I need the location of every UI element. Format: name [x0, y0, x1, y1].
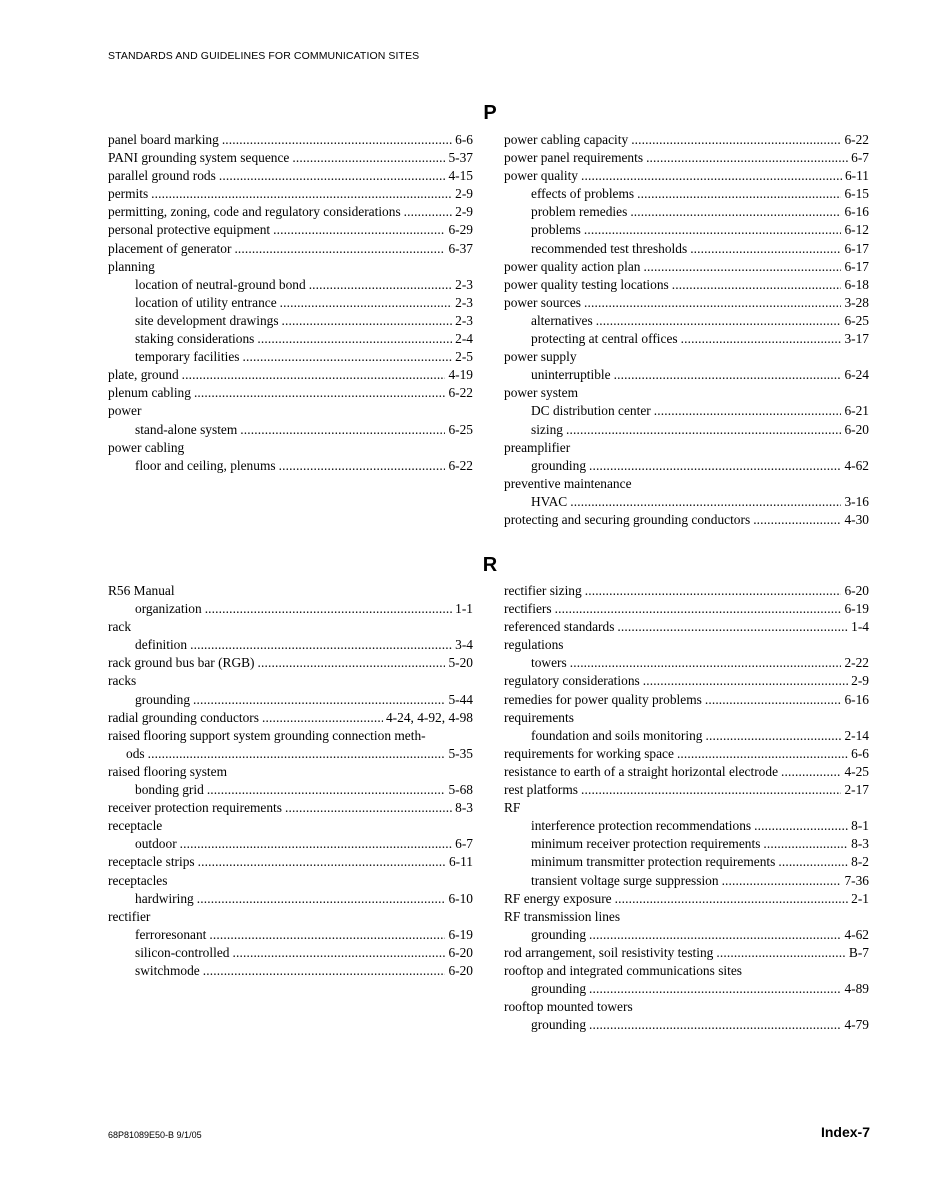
section-letter-r: R	[482, 554, 498, 576]
index-term: rectifier sizing	[504, 583, 582, 598]
index-heading: power supply	[504, 349, 577, 365]
index-subentry	[504, 654, 869, 672]
index-term: grounding	[135, 691, 191, 707]
running-header: STANDARDS AND GUIDELINES FOR COMMUNICATION SITES	[108, 50, 420, 62]
index-page-ref: 1-4	[851, 619, 869, 635]
index-page-ref: 6-12	[844, 222, 869, 238]
index-entry	[504, 781, 869, 799]
index-term: power quality testing locations	[504, 276, 669, 292]
index-page-ref: 6-19	[844, 601, 869, 617]
index-entry	[504, 763, 869, 781]
index-entry	[504, 672, 869, 690]
index-term: grounding	[531, 926, 587, 942]
index-subentry	[504, 457, 869, 475]
index-term: power quality	[504, 168, 579, 184]
dot-leader	[705, 727, 841, 745]
index-term: PANI grounding system sequence	[108, 150, 290, 166]
index-page-ref: 2-3	[455, 312, 473, 328]
index-term: stand-alone system	[135, 421, 238, 437]
index-term: location of utility entrance	[135, 294, 277, 310]
dot-leader	[279, 457, 446, 475]
index-heading: RF transmission lines	[504, 908, 621, 924]
index-page-ref: 6-7	[455, 836, 473, 852]
index-entry	[504, 258, 869, 276]
index-subentry	[504, 402, 869, 420]
index-heading: requirements	[504, 709, 574, 725]
index-subentry	[108, 944, 473, 962]
index-heading: RF	[504, 800, 521, 816]
index-term: staking considerations	[135, 331, 255, 347]
index-term: rectifiers	[504, 601, 552, 617]
index-entry	[504, 294, 869, 312]
dot-leader	[257, 330, 452, 348]
index-term: effects of problems	[531, 186, 635, 202]
index-heading: power system	[504, 385, 579, 401]
index-subentry	[504, 185, 869, 203]
index-heading: preventive maintenance	[504, 475, 632, 491]
index-entry	[108, 240, 473, 258]
index-term: placement of generator	[108, 240, 232, 256]
dot-leader	[309, 276, 452, 294]
dot-leader	[232, 944, 445, 962]
index-subentry	[504, 980, 869, 998]
index-term: requirements for working space	[504, 745, 674, 761]
index-subentry	[504, 203, 869, 221]
index-page-ref: 6-24	[844, 367, 869, 383]
index-subentry	[108, 348, 473, 366]
index-page-ref: 4-62	[844, 457, 869, 473]
dot-leader	[205, 600, 452, 618]
index-page-ref: 2-3	[455, 276, 473, 292]
index-term: plenum cabling	[108, 385, 191, 401]
index-entry	[504, 511, 869, 529]
index-term: regulatory considerations	[504, 673, 640, 689]
index-subentry	[504, 312, 869, 330]
index-term: grounding	[531, 981, 587, 997]
index-entry	[504, 276, 869, 294]
index-subentry	[108, 294, 473, 312]
dot-leader	[584, 294, 841, 312]
index-term: sizing	[531, 421, 563, 437]
dot-leader	[292, 149, 445, 167]
dot-leader	[705, 691, 842, 709]
index-term: bonding grid	[135, 782, 204, 798]
dot-leader	[280, 294, 452, 312]
index-entry	[108, 149, 473, 167]
dot-leader	[581, 781, 841, 799]
index-subentry	[504, 835, 869, 853]
dot-leader	[234, 240, 445, 258]
index-page-ref: 6-20	[844, 583, 869, 598]
index-page-ref: 6-22	[448, 385, 473, 401]
dot-leader	[754, 817, 848, 835]
dot-leader	[203, 962, 446, 980]
index-heading: preamplifier	[504, 439, 571, 455]
index-entry	[108, 185, 473, 203]
index-term: remedies for power quality problems	[504, 691, 702, 707]
index-term: location of neutral-ground bond	[135, 276, 306, 292]
index-page-ref: 6-20	[448, 944, 473, 960]
dot-leader	[240, 421, 445, 439]
dot-leader	[614, 366, 842, 384]
index-term: protecting at central offices	[531, 331, 678, 347]
index-subentry	[108, 421, 473, 439]
dot-leader	[763, 835, 848, 853]
index-page-ref: 6-17	[844, 258, 869, 274]
index-term: plate, ground	[108, 367, 179, 383]
index-subentry	[108, 600, 473, 618]
index-page-ref: 6-17	[844, 240, 869, 256]
index-subentry	[108, 691, 473, 709]
index-page-ref: 5-35	[448, 745, 473, 761]
index-entry	[108, 131, 473, 149]
index-term: towers	[531, 655, 567, 671]
index-page-ref: 1-1	[455, 601, 473, 617]
dot-leader	[581, 167, 842, 185]
index-term: organization	[135, 601, 202, 617]
index-page-ref: 2-1	[851, 890, 869, 906]
index-entry	[504, 691, 869, 709]
index-heading: racks	[108, 673, 137, 689]
dot-leader	[630, 203, 841, 221]
index-subentry	[108, 890, 473, 908]
footer-doc-id: 68P81089E50-B 9/1/05	[108, 1130, 202, 1140]
dot-leader	[681, 330, 842, 348]
index-page-ref: 2-22	[844, 655, 869, 671]
index-page-ref: 6-20	[844, 421, 869, 437]
index-entry	[108, 221, 473, 239]
index-term: protecting and securing grounding conductors	[504, 511, 751, 527]
index-page-ref: 2-17	[844, 782, 869, 798]
dot-leader	[570, 493, 841, 511]
index-heading: rack	[108, 619, 132, 635]
index-term: parallel ground rods	[108, 168, 216, 184]
index-term: alternatives	[531, 312, 593, 328]
dot-leader	[615, 890, 849, 908]
index-entry	[108, 167, 473, 185]
index-page-ref: 2-9	[455, 186, 473, 202]
index-subentry	[108, 276, 473, 294]
dot-leader	[282, 312, 453, 330]
index-heading: planning	[108, 258, 155, 274]
dot-leader	[197, 890, 446, 908]
index-term: switchmode	[135, 962, 200, 978]
footer-page-label: Index-7	[820, 1124, 870, 1140]
index-subentry	[504, 853, 869, 871]
index-entry	[504, 131, 869, 149]
dot-leader	[585, 582, 842, 600]
index-page-ref: 2-4	[455, 331, 473, 347]
index-term: permitting, zoning, code and regulatory considerations	[108, 204, 401, 220]
dot-leader	[643, 258, 841, 276]
index-page-ref: B-7	[848, 944, 869, 960]
index-page-ref: 2-5	[455, 349, 473, 365]
index-term: power quality action plan	[504, 258, 641, 274]
dot-leader	[566, 421, 841, 439]
index-subentry	[504, 727, 869, 745]
index-term: DC distribution center	[531, 403, 651, 419]
index-page-ref: 3-4	[455, 637, 473, 653]
index-subentry	[108, 781, 473, 799]
index-heading: raised flooring system	[108, 763, 228, 779]
dot-leader	[781, 763, 841, 781]
index-page-ref: 7-36	[844, 872, 869, 888]
index-term: outdoor	[135, 836, 177, 852]
dot-leader	[584, 221, 842, 239]
index-term: grounding	[531, 1017, 587, 1033]
index-page-ref: 6-11	[448, 854, 473, 870]
index-entry	[504, 167, 869, 185]
dot-leader	[190, 636, 452, 654]
index-term: referenced standards	[504, 619, 615, 635]
dot-leader	[570, 654, 842, 672]
index-term: minimum transmitter protection requirements	[531, 854, 776, 870]
index-column-p-left	[108, 131, 473, 475]
index-term: rack ground bus bar (RGB)	[108, 655, 255, 671]
index-subentry	[504, 493, 869, 511]
index-page-ref: 6-10	[448, 890, 473, 906]
index-subentry	[504, 817, 869, 835]
index-entry	[108, 203, 473, 221]
dot-leader	[242, 348, 452, 366]
index-term: receptacle strips	[108, 854, 195, 870]
index-term: uninterruptible	[531, 367, 611, 383]
dot-leader	[637, 185, 841, 203]
index-term: permits	[108, 186, 149, 202]
index-term: temporary facilities	[135, 349, 240, 365]
index-page-ref: 6-11	[844, 168, 869, 184]
dot-leader	[589, 980, 841, 998]
dot-leader	[596, 312, 842, 330]
dot-leader	[654, 402, 842, 420]
index-subentry	[504, 221, 869, 239]
index-term: problems	[531, 222, 581, 238]
index-entry	[504, 944, 869, 962]
dot-leader	[182, 366, 446, 384]
index-entry	[504, 600, 869, 618]
index-page-ref: 4-24, 4-92, 4-98	[385, 709, 473, 725]
index-heading: power	[108, 403, 142, 419]
index-page-ref: 6-29	[448, 222, 473, 238]
dot-leader	[258, 654, 446, 672]
dot-leader	[198, 853, 446, 871]
index-column-r-left	[108, 582, 473, 980]
dot-leader	[193, 691, 445, 709]
index-page-ref: 6-7	[851, 150, 869, 166]
index-heading: rooftop and integrated communications sites	[504, 962, 742, 978]
index-page-ref: 6-22	[448, 457, 473, 473]
dot-leader	[222, 131, 452, 149]
dot-leader	[180, 835, 452, 853]
index-term: RF energy exposure	[504, 890, 612, 906]
dot-leader	[262, 709, 383, 727]
dot-leader	[285, 799, 452, 817]
index-entry	[108, 799, 473, 817]
index-page-ref: 8-1	[851, 818, 869, 834]
index-term: grounding	[531, 457, 587, 473]
index-term: floor and ceiling, plenums	[135, 457, 276, 473]
index-term: power panel requirements	[504, 150, 644, 166]
dot-leader	[219, 167, 446, 185]
dot-leader	[207, 781, 446, 799]
index-heading: power cabling	[108, 439, 185, 455]
index-page-ref: 6-19	[448, 926, 473, 942]
index-page-ref: 6-22	[844, 132, 869, 147]
index-subentry	[108, 330, 473, 348]
dot-leader	[778, 853, 848, 871]
index-page-ref: 2-9	[851, 673, 869, 689]
index-entry	[504, 618, 869, 636]
index-page-ref: 4-15	[448, 168, 473, 184]
index-entry	[108, 853, 473, 871]
index-subentry	[504, 330, 869, 348]
index-term: radial grounding conductors	[108, 709, 259, 725]
index-page-ref: 4-19	[448, 367, 473, 383]
index-page-ref: 6-21	[844, 403, 869, 419]
index-entry-wrapped-line: raised flooring support system grounding connection meth-	[108, 727, 426, 743]
index-page-ref: 6-37	[448, 240, 473, 256]
index-page-ref: 2-14	[844, 727, 869, 743]
index-term: panel board marking	[108, 132, 219, 147]
index-page-ref: 6-18	[844, 276, 869, 292]
dot-leader	[589, 1016, 841, 1034]
index-subentry	[108, 835, 473, 853]
index-heading: R56 Manual	[108, 583, 175, 598]
index-page-ref: 4-62	[844, 926, 869, 942]
index-page-ref: 5-20	[448, 655, 473, 671]
dot-leader	[617, 618, 848, 636]
index-heading: receptacles	[108, 872, 168, 888]
index-page-ref: 2-9	[455, 204, 473, 220]
index-subentry	[504, 366, 869, 384]
index-term: silicon-controlled	[135, 944, 230, 960]
index-subentry	[504, 421, 869, 439]
index-page-ref: 4-30	[844, 511, 869, 527]
index-subentry	[504, 926, 869, 944]
dot-leader	[273, 221, 445, 239]
index-term: HVAC	[531, 493, 568, 509]
index-term: transient voltage surge suppression	[531, 872, 719, 888]
index-heading: rectifier	[108, 908, 151, 924]
index-term: site development drawings	[135, 312, 279, 328]
index-subentry	[504, 240, 869, 258]
index-page-ref: 6-6	[455, 132, 473, 147]
section-letter-p: P	[483, 102, 497, 124]
index-subentry	[108, 926, 473, 944]
index-page-ref: 6-15	[844, 186, 869, 202]
index-term: power cabling capacity	[504, 132, 629, 147]
index-term: personal protective equipment	[108, 222, 271, 238]
dot-leader	[555, 600, 842, 618]
index-entry	[108, 709, 473, 727]
index-page-ref: 3-16	[844, 493, 869, 509]
index-term: interference protection recommendations	[531, 818, 752, 834]
index-page-ref: 4-89	[844, 981, 869, 997]
dot-leader	[646, 149, 848, 167]
index-term: foundation and soils monitoring	[531, 727, 703, 743]
index-entry	[504, 745, 869, 763]
index-term: rest platforms	[504, 782, 579, 798]
index-page-ref: 4-25	[844, 763, 869, 779]
dot-leader	[148, 745, 446, 763]
index-term: ferroresonant	[135, 926, 207, 942]
index-page-ref: 4-79	[844, 1017, 869, 1033]
dot-leader	[589, 926, 841, 944]
index-subentry	[108, 457, 473, 475]
index-term: recommended test thresholds	[531, 240, 688, 256]
index-page-ref: 5-68	[448, 782, 473, 798]
index-page-ref: 5-44	[448, 691, 473, 707]
index-entry	[504, 582, 869, 600]
dot-leader	[643, 672, 848, 690]
dot-leader	[677, 745, 848, 763]
index-page-ref: 2-3	[455, 294, 473, 310]
index-entry	[108, 366, 473, 384]
dot-leader	[672, 276, 842, 294]
dot-leader	[716, 944, 846, 962]
index-page-ref: 6-25	[844, 312, 869, 328]
index-page-ref: 3-17	[844, 331, 869, 347]
index-page-ref: 6-16	[844, 691, 869, 707]
index-page-ref: 5-37	[448, 150, 473, 166]
index-page-ref: 8-3	[455, 800, 473, 816]
index-entry	[504, 149, 869, 167]
index-subentry	[108, 312, 473, 330]
index-term: power sources	[504, 294, 581, 310]
index-term: ods	[126, 745, 145, 761]
index-page-ref: 8-2	[851, 854, 869, 870]
index-term: rod arrangement, soil resistivity testing	[504, 944, 714, 960]
index-page-ref: 3-28	[844, 294, 869, 310]
dot-leader	[722, 872, 842, 890]
index-term: definition	[135, 637, 188, 653]
index-entry	[108, 384, 473, 402]
dot-leader	[753, 511, 841, 529]
index-page-ref: 6-16	[844, 204, 869, 220]
index-subentry	[108, 636, 473, 654]
index-term: hardwiring	[135, 890, 194, 906]
index-entry	[108, 654, 473, 672]
index-heading: regulations	[504, 637, 564, 653]
index-term: resistance to earth of a straight horizontal electrode	[504, 763, 779, 779]
index-term: minimum receiver protection requirements	[531, 836, 761, 852]
dot-leader	[151, 185, 452, 203]
index-column-r-right	[504, 582, 869, 1034]
dot-leader	[631, 131, 841, 149]
index-page-ref: 6-20	[448, 962, 473, 978]
index-subentry	[504, 872, 869, 890]
index-page-ref: 6-6	[851, 745, 869, 761]
index-term: problem remedies	[531, 204, 628, 220]
index-entry	[108, 745, 473, 763]
dot-leader	[690, 240, 841, 258]
index-subentry	[108, 962, 473, 980]
index-column-p-right	[504, 131, 869, 529]
index-term: receiver protection requirements	[108, 800, 282, 816]
index-page-ref: 6-25	[448, 421, 473, 437]
index-heading: receptacle	[108, 818, 163, 834]
index-entry	[504, 890, 869, 908]
dot-leader	[209, 926, 445, 944]
index-heading: rooftop mounted towers	[504, 999, 633, 1015]
index-subentry	[504, 1016, 869, 1034]
index-page-ref: 8-3	[851, 836, 869, 852]
dot-leader	[194, 384, 446, 402]
dot-leader	[589, 457, 841, 475]
dot-leader	[404, 203, 452, 221]
